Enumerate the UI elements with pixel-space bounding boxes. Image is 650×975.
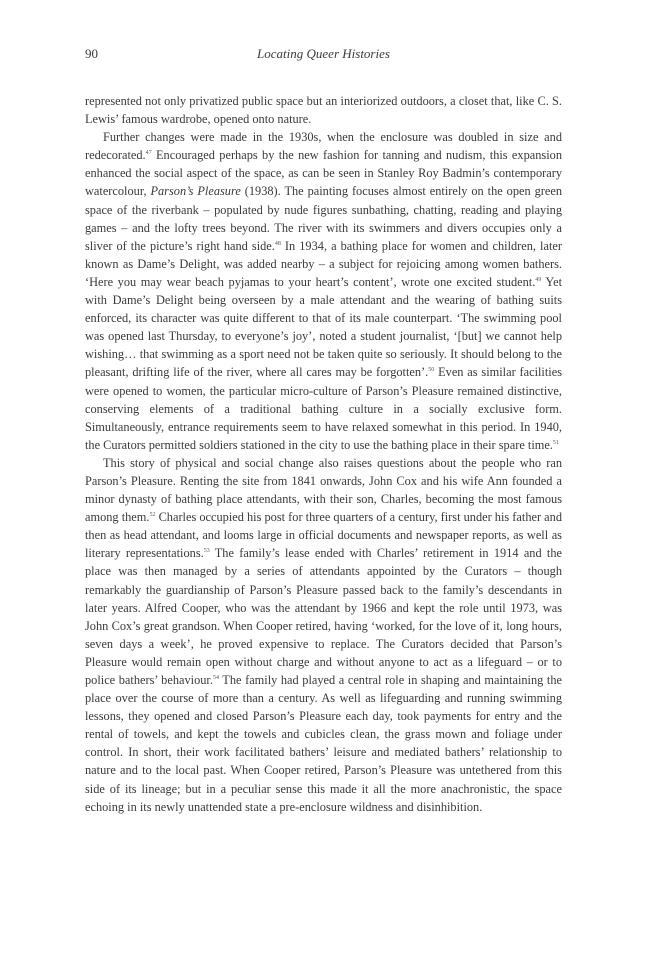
text-run: The family’s lease ended with Charles’ retirement in 1914 and the place was then managed by a series of attendants appointed by the Curators – though remarkably the guardianship of Parson’s Pleasure passed back to the family’s descendants in later years. Alfred Cooper, who was the attendant by 1966 and kept the role until 1973, was John Cox’s great grandson. When Cooper retired, having ‘worked, for the love of it, long hours, seven days a week’, he proved expensive to replace. The Curators decided that Parson’s Pleasure would remain open without charge and without anyone to act as a lifeguard – or to police bathers’ behaviour. [85, 546, 562, 687]
italic-title: Parson’s Pleasure [150, 184, 241, 199]
text-run: In 1934, a bathing place for women and children, later known as Dame’s Delight, was added nearby – a subject for rejoicing among women bathers. ‘Here you may wear beach pyjamas to your heart’s content’, wrote one excited student. [85, 238, 562, 289]
footnote-ref: 50 [428, 367, 435, 374]
footnote-ref: 47 [145, 150, 152, 157]
footnote-ref: 51 [552, 439, 559, 446]
text-run: Even as similar facilities were opened to women, the particular micro-culture of Parson’s Pleasure remained distinctive, conserving elements of a traditional bathing culture in a socially exclusive form. Simultaneously, entrance requirements seem to have relaxed somewhat in this period. In 1940, the Curators permitted soldiers stationed in the city to use the bathing place in their spare time. [85, 365, 562, 452]
text-run: This story of physical and social change also raises questions about the people who ran Parson’s Pleasure. Renting the site from 1841 onwards, John Cox and his wife Ann founded a minor dynasty of bathing place attendants, with their son, Charles, becoming the most famous among them. [85, 455, 562, 525]
body-text [85, 92, 562, 816]
text-run: Further changes were made in the 1930s, when the enclosure was doubled in size and redecorated. [85, 130, 562, 163]
page-header [85, 46, 562, 66]
page-number: 90 [85, 46, 98, 61]
text-run: represented not only privatized public space but an interiorized outdoors, a closet that, like C. S. Lewis’ famous wardrobe, opened onto nature. [85, 94, 562, 127]
footnote-ref: 54 [212, 675, 219, 681]
footnote-ref: 48 [274, 240, 281, 247]
text-run: Yet with Dame’s Delight being overseen by a male attendant and the wearing of bathing suits enforced, its character was quite different to that of its male counterpart. ‘The swimming pool was opened last Thursday, to everyone’s joy’, noted a student journalist, ‘[but] we cannot help wishing… that swimming as a sport need not be taken quite so seriously. It should belong to the pleasant, drifting life of the river, where all cares may be forgotten’. [85, 274, 563, 380]
footnote-ref: 53 [203, 548, 210, 555]
paragraph [85, 128, 562, 454]
text-run: Charles occupied his post for three quarters of a century, first under his father and then as head attendant, and looms large in official documents and newspaper reports, as well as literary representations. [85, 510, 563, 561]
footnote-ref: 49 [535, 276, 542, 283]
footnote-ref: 52 [149, 512, 156, 519]
paragraph [85, 454, 562, 816]
text-run: (1938). The painting focuses almost entirely on the open green space of the riverbank – populated by nude figures sunbathing, chatting, reading and playing games – and the lofty trees beyond. The river with its swimmers and divers occupies only a sliver of the picture’s right hand side. [85, 184, 562, 253]
text-run: The family had played a central role in shaping and maintaining the place over the course of more than a century. As well as lifeguarding and running swimming lessons, they opened and closed Parson’s Pleasure each day, took payments for entry and the rental of towels, and kept the towels and cubicles clean, the grass mown and foliage under control. In short, their work facilitated bathers’ leisure and mediated bathers’ relationship to nature and to the local past. When Cooper retired, Parson’s Pleasure was untethered from this side of its lineage; but in a peculiar sense this made it all the more anachronistic, the space echoing in its newly unattended state a pre-enclosure wildness and disinhibition. [85, 673, 562, 814]
running-title: Locating Queer Histories [257, 46, 390, 61]
paragraph [85, 92, 562, 128]
text-run: Encouraged perhaps by the new fashion for tanning and nudism, this expansion enhanced the social aspect of the space, as can be seen in Stanley Roy Badmin’s contemporary watercolour, [85, 148, 562, 199]
